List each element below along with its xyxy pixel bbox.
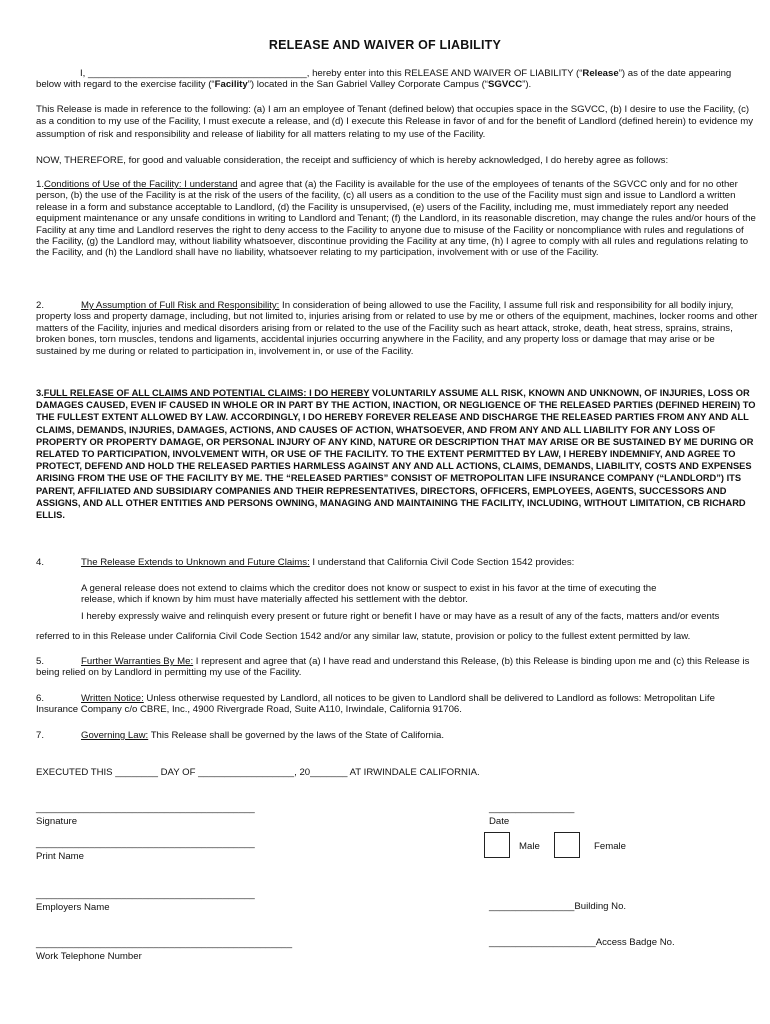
section-7-number: 7. xyxy=(36,730,45,741)
intro-text-1: I, _________________________________________, hereby enter into this RELEASE AND WAIVER OF LIABILITY (“ xyxy=(80,68,583,79)
employer-name-label: Employers Name xyxy=(36,902,110,913)
work-phone-field[interactable]: ________________________________________________ xyxy=(36,938,293,949)
section-6-heading: Written Notice: xyxy=(81,693,144,704)
reference-paragraph: This Release is made in reference to the following: (a) I am an employee of Tenant (defined below) that occupies space in the SGVCC, (b) I desire to use the Facility, (c) as a condition to my use of the Facility, I must execute a release, and (d) I execute this Release in favor of and for the benefit of Landlord (defined herein) to evidence my assumption of risk and responsibility and release of liability for all matters relating to my use of the Facility. xyxy=(36,104,754,140)
waiver-statement-line-1: I hereby expressly waive and relinquish every present or future right or benefit I have or may have as a result of any of the facts, matters and/or events xyxy=(81,611,720,622)
section-2-heading: My Assumption of Full Risk and Responsibility: xyxy=(81,300,280,311)
section-7-heading: Governing Law: xyxy=(81,730,149,741)
section-3-body: VOLUNTARILY ASSUME ALL RISK, KNOWN AND UNKNOWN, OF INJURIES, LOSS OR DAMAGES CAUSED, EVEN IF CAUSED IN WHOLE OR IN PART BY THE ACTION, INACTION, OR NEGLIGENCE OF THE RELEASED PARTIES (DEFINED HEREIN) TO THE FULLEST EXTENT ALLOWED BY LAW. ACCORDINGLY, I DO HEREBY FOREVER RELEASE AND DISCHARGE THE RELEASED PARTIES FROM ANY AND ALL CLAIMS, DEMANDS, INJURIES, DAMAGES, ACTIONS, AND CAUSES OF ACTION, WHATSOEVER, AND FROM ANY AND ALL LIABILITY FOR ANY LOSS OF PROPERTY OR PROPERTY DAMAGE, OR PERSONAL INJURY OF ANY KIND, NATURE OR DESCRIPTION THAT MAY ARISE OR BE SUSTAINED BY ME DURING OR RELATED TO PARTICIPATION, INVOLVEMENT WITH, OR USE OF THE FACILITY. TO THE EXTENT PERMITTED BY LAW, I HEREBY INDEMNIFY, AND AGREE TO PROTECT, DEFEND AND HOLD THE RELEASED PARTIES HARMLESS AGAINST ANY AND ALL ACTIONS, CLAIMS, DEMANDS, LIABILITY, COSTS AND EXPENSES ARISING FROM THE USE OF THE FACILITY BY ME. THE “RELEASED PARTIES” CONSIST OF METROPOLITAN LIFE INSURANCE COMPANY (“LANDLORD”) ITS PARENT, AFFILIATED AND SUBSIDIARY COMPANIES AND THEIR REPRESENTATIVES, DIRECTORS, OFFICERS, EMPLOYEES, AGENTS, SUCCESSORS AND ASSIGNS, AND ALL OTHER ENTITIES AND PERSONS OWNING, MANAGING AND MAINTAINING THE FACILITY, INCLUDING, WITHOUT LIMITATION, CB RICHARD ELLIS. xyxy=(36,388,756,521)
release-defined-term: Release xyxy=(582,68,619,79)
signature-label: Signature xyxy=(36,816,78,827)
print-name-field[interactable]: _________________________________________ xyxy=(36,838,255,849)
section-1-body: and agree that (a) the Facility is available for the use of the employees of tenants of the SGVCC only and for no other person, (b) the use of the Facility is at the risk of the users of the facility, (c) all users as a condition to the use of the Facility must sign and issue to Landlord a written release in a form and substance acceptable to Landlord, (d) the Facility is unsupervised, (e) users of the Facility, including me, must immediately report any needed equipment maintenance or any unsafe conditions in writing to Landlord and Tenant; (f) the Landlord, in its reasonable discretion, may change the rules and/or hours of the Facility at any time and Landlord reserves the right to deny access to the Facility to anyone due to misuse of the Facility or noncompliance with rules and regulations of the Facility, (g) the Landlord may, without liability whatsoever, discontinue providing the Facility at any time, (h) I agree to comply with all rules and regulations relating to the Facility, and (h) the Landlord shall have no liability, whatsoever relating to my participation, involvement with or use of the Facility. xyxy=(36,179,756,259)
section-4-heading: The Release Extends to Unknown and Future Claims: xyxy=(81,557,310,568)
section-2-assumption xyxy=(36,300,758,357)
section-3-number: 3. xyxy=(36,388,44,398)
date-field[interactable]: ________________ xyxy=(489,803,575,814)
section-7-governing-law xyxy=(36,730,758,741)
male-checkbox[interactable] xyxy=(484,832,510,858)
sgvcc-defined-term: SGVCC xyxy=(488,79,523,91)
female-checkbox[interactable] xyxy=(554,832,580,858)
document-title: RELEASE AND WAIVER OF LIABILITY xyxy=(268,38,502,52)
access-badge-field[interactable]: ____________________Access Badge No. xyxy=(489,937,675,948)
section-6-body: Unless otherwise requested by Landlord, all notices to be given to Landlord shall be delivered to Landlord as follows: Metropolitan Life Insurance Company c/o CBRE, Inc., 4900 Rivergrade Road, Suite A110, Irwindale, California 91706. xyxy=(36,693,715,716)
date-label: Date xyxy=(489,816,510,827)
intro-text-2: ”) as of the date appearing below with regard to the exercise facility (“ xyxy=(36,68,732,91)
female-label: Female xyxy=(594,841,626,852)
facility-defined-term: Facility xyxy=(214,79,248,91)
executed-line: EXECUTED THIS ________ DAY OF __________________, 20_______ AT IRWINDALE CALIFORNIA. xyxy=(36,767,480,778)
waiver-statement-line-2: referred to in this Release under California Civil Code Section 1542 and/or any similar law, statute, provision or policy to the fullest extent permitted by law. xyxy=(36,631,691,642)
section-1-number: 1. xyxy=(36,179,45,190)
section-2-number: 2. xyxy=(36,300,45,311)
section-5-number: 5. xyxy=(36,656,45,667)
section-1-conditions xyxy=(36,179,758,259)
section-3-full-release xyxy=(36,387,758,521)
signature-field[interactable]: _________________________________________ xyxy=(36,803,255,814)
section-1-heading: Conditions of Use of the Facility: I understand xyxy=(44,179,238,190)
section-4-number: 4. xyxy=(36,557,45,568)
print-name-label: Print Name xyxy=(36,851,84,862)
section-5-heading: Further Warranties By Me: xyxy=(81,656,194,667)
section-5-body: I represent and agree that (a) I have read and understand this Release, (b) this Release is binding upon me and (c) this Release is being relied on by Landlord in permitting my use of the Facility. xyxy=(36,656,750,679)
intro-text-4: ”). xyxy=(522,79,532,91)
intro-text-3: ”) located in the San Gabriel Valley Corporate Campus (“ xyxy=(247,79,488,91)
section-7-body: This Release shall be governed by the laws of the State of California. xyxy=(148,730,445,741)
section-2-body: In consideration of being allowed to use the Facility, I assume full risk and responsibility for all bodily injury, property loss and property damage, including, but not limited to, injuries arising from or related to use by me or others of the equipment, machines, locker rooms and other matters of the Facility, injuries and medical disorders arising from or related to the use of the Facility such as heart attack, stroke, death, heat stress, sprains, strains, broken bones, torn muscles, tendons and ligaments, accidental injuries occurring anywhere in the Facility, and any property loss or damage that may arise or be sustained by me during or related to participation in, involvement in, or use of the Facility. xyxy=(36,300,758,357)
civil-code-quote: A general release does not extend to claims which the creditor does not know or suspect to exist in his favor at the time of executing the release, which if known by him must have materially affected his settlement with the debtor. xyxy=(81,583,657,606)
building-number-field[interactable]: ________________Building No. xyxy=(489,901,627,912)
section-4-body: I understand that California Civil Code Section 1542 provides: xyxy=(309,557,575,568)
section-6-number: 6. xyxy=(36,693,45,704)
section-3-heading: FULL RELEASE OF ALL CLAIMS AND POTENTIAL CLAIMS: I DO HEREBY xyxy=(43,388,370,398)
section-4-unknown-claims xyxy=(36,557,758,568)
section-6-notice xyxy=(36,693,758,716)
work-phone-label: Work Telephone Number xyxy=(36,951,142,962)
section-5-warranties xyxy=(36,656,758,679)
male-label: Male xyxy=(519,841,540,852)
intro-paragraph xyxy=(36,68,758,91)
now-therefore-paragraph: NOW, THEREFORE, for good and valuable consideration, the receipt and sufficiency of which is hereby acknowledged, I do hereby agree as follows: xyxy=(36,155,669,166)
employer-name-field[interactable]: _________________________________________ xyxy=(36,889,255,900)
